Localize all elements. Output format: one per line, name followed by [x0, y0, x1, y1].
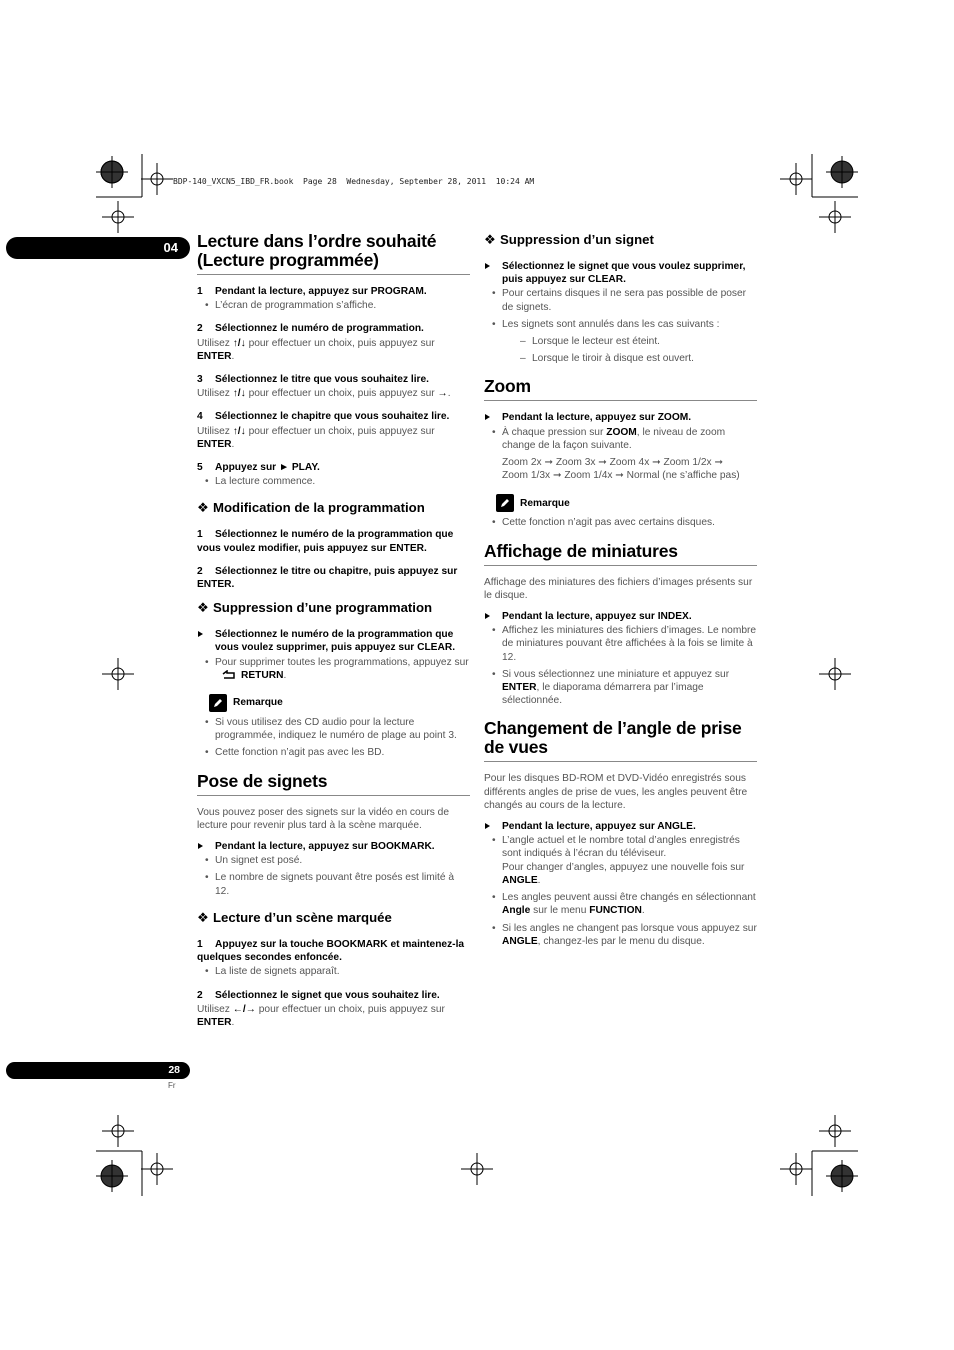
bullet-list — [197, 965, 470, 978]
list-item: • Si vous sélectionnez une miniature et appuyez sur ENTER, le diaporama démarrera par l’image sélectionnée. — [502, 668, 757, 708]
dash-list — [520, 335, 757, 365]
list-item: • Cette fonction n’agit pas avec certains disques. — [502, 516, 757, 529]
instruction: Utilisez ↑/↓ pour effectuer un choix, puis appuyez sur →. — [197, 388, 451, 400]
instruction: Utilisez ←/→ pour effectuer un choix, puis appuyez sur ENTER. — [197, 1003, 445, 1028]
language-code: Fr — [168, 1081, 176, 1090]
section-title-bookmarks: Pose de signets — [197, 772, 470, 796]
thumbnails-step: Pendant la lecture, appuyez sur INDEX. — [484, 610, 757, 623]
section-title-angle: Changement de l’angle de prise de vues — [484, 719, 757, 762]
mod-step-2: 2 Sélectionnez le titre ou chapitre, puis appuyez sur ENTER. — [197, 565, 458, 591]
delete-bookmark-step: Sélectionnez le signet que vous voulez supprimer, puis appuyez sur CLEAR. — [484, 260, 757, 286]
right-column — [484, 232, 757, 952]
section-title-programmed-playback: Lecture dans l’ordre souhaité (Lecture programmée) — [197, 232, 470, 275]
right-arrow-icon: → — [437, 388, 448, 400]
step-2: 2 Sélectionnez le numéro de programmation. — [197, 323, 424, 335]
marked-step-1: 1 Appuyez sur la touche BOOKMARK et maintenez-la quelques secondes enfoncée. — [197, 938, 465, 964]
bullet-list — [484, 834, 757, 948]
pencil-note-icon — [496, 494, 514, 512]
bullet-list — [484, 426, 757, 483]
bullet-list — [484, 516, 757, 529]
remark-heading: Remarque — [209, 694, 470, 712]
subsection-title-modify: ❖ Modification de la programmation — [197, 500, 425, 516]
step-1: 1 Pendant la lecture, appuyez sur PROGRAM. — [197, 286, 427, 297]
intro-paragraph: Affichage des miniatures des fichiers d’images présents sur le disque. — [484, 576, 753, 601]
zoom-sequence-line-2: Zoom 1/3x ➞ Zoom 1/4x ➞ Normal (ne s’affiche pas) — [502, 470, 740, 482]
bullet-list — [197, 475, 470, 488]
chapter-tab — [6, 237, 190, 259]
intro-paragraph: Pour les disques BD-ROM et DVD-Vidéo enregistrés sous différents angles de prise de vues, les angles peuvent être changés au cours de la lecture. — [484, 773, 748, 811]
return-icon — [221, 670, 237, 680]
list-item: • Pour supprimer toutes les programmations, appuyez sur RETURN. — [215, 656, 470, 682]
left-right-arrow-icon: ←/→ — [232, 1003, 256, 1015]
list-item: – Lorsque le tiroir à disque est ouvert. — [520, 352, 757, 365]
list-item: • Le nombre de signets pouvant être posés est limité à 12. — [215, 871, 470, 897]
bullet-list — [197, 854, 470, 898]
bullet-list — [484, 624, 757, 707]
left-column — [197, 232, 470, 1033]
bookmark-step: Pendant la lecture, appuyez sur BOOKMARK. — [197, 840, 470, 853]
list-item: • Un signet est posé. — [215, 854, 470, 867]
bullet-list — [484, 287, 757, 365]
pencil-note-icon — [209, 694, 227, 712]
marked-step-2: 2 Sélectionnez le signet que vous souhaitez lire. — [197, 989, 440, 1001]
list-item: • À chaque pression sur ZOOM, le niveau de zoom change de la façon suivante. Zoom 2x ➞ Zoom 3x ➞ Zoom 4x ➞ Zoom 1/2x ➞ Zoom 1/3x ➞ Zoom 1/4x ➞ Normal (ne s’affiche pas) — [502, 426, 757, 483]
list-item: • La lecture commence. — [215, 475, 470, 488]
file-info-header: BDP-140_VXCN5_IBD_FR.book Page 28 Wednesday, September 28, 2011 10:24 AM — [173, 177, 535, 186]
diamond-icon: ❖ — [197, 600, 209, 616]
arrow-keys-icon: ↑/↓ — [232, 388, 246, 400]
list-item: • Si vous utilisez des CD audio pour la lecture programmée, indiquez le numéro de plage au point 3. — [215, 716, 470, 742]
diamond-icon: ❖ — [197, 500, 209, 516]
zoom-sequence-line-1: Zoom 2x ➞ Zoom 3x ➞ Zoom 4x ➞ Zoom 1/2x ➞ — [502, 457, 723, 469]
diamond-icon: ❖ — [484, 232, 496, 247]
instruction: Utilisez ↑/↓ pour effectuer un choix, puis appuyez sur ENTER. — [197, 425, 435, 450]
instruction: Utilisez ↑/↓ pour effectuer un choix, puis appuyez sur ENTER. — [197, 337, 435, 362]
arrow-keys-icon: ↑/↓ — [232, 337, 246, 349]
list-item: • L’écran de programmation s’affiche. — [215, 299, 470, 312]
list-item: • L’angle actuel et le nombre total d’angles enregistrés sont indiqués à l’écran du téléviseur. Pour changer d’angles, appuyez une nouvelle fois sur ANGLE. — [502, 834, 757, 887]
intro-paragraph: Vous pouvez poser des signets sur la vidéo en cours de lecture pour revenir plus tard à la scène marquée. — [197, 806, 450, 831]
step-4: 4 Sélectionnez le chapitre que vous souhaitez lire. — [197, 411, 450, 423]
zoom-step: Pendant la lecture, appuyez sur ZOOM. — [484, 411, 757, 424]
subsection-title-delete-bookmark: ❖ Suppression d’un signet — [484, 232, 654, 247]
arrow-keys-icon: ↑/↓ — [232, 425, 246, 437]
list-item: • Affichez les miniatures des fichiers d’images. Le nombre de miniatures pouvant être affichées à la fois se limite à 12. — [502, 624, 757, 664]
chapter-number: 04 — [163, 240, 178, 255]
step-5: 5 Appuyez sur ► PLAY. — [197, 462, 320, 474]
section-title-thumbnails: Affichage de miniatures — [484, 542, 757, 566]
angle-step: Pendant la lecture, appuyez sur ANGLE. — [484, 820, 757, 833]
section-title-zoom: Zoom — [484, 377, 757, 401]
subsection-title-marked-scene: ❖ Lecture d’un scène marquée — [197, 909, 392, 925]
bullet-list — [197, 656, 470, 682]
list-item: • Les signets sont annulés dans les cas suivants : – Lorsque le lecteur est éteint. – Lorsque le tiroir à disque est ouvert. — [502, 318, 757, 366]
step-3: 3 Sélectionnez le titre que vous souhaitez lire. — [197, 374, 429, 386]
list-item: • Cette fonction n’agit pas avec les BD. — [215, 746, 470, 759]
page-number: 28 — [168, 1064, 180, 1076]
list-item: • Les angles peuvent aussi être changés en sélectionnant Angle sur le menu FUNCTION. — [502, 891, 757, 917]
delete-program-step: Sélectionnez le numéro de la programmation que vous voulez supprimer, puis appuyez sur CLEAR. — [197, 628, 470, 654]
list-item: • Si les angles ne changent pas lorsque vous appuyez sur ANGLE, changez-les par le menu du disque. — [502, 922, 757, 948]
list-item: • Pour certains disques il ne sera pas possible de poser de signets. — [502, 287, 757, 313]
list-item: • La liste de signets apparaît. — [215, 965, 470, 978]
bullet-list — [197, 299, 470, 312]
remark-heading: Remarque — [496, 494, 757, 512]
bullet-list — [197, 716, 470, 760]
mod-step-1: 1 Sélectionnez le numéro de la programmation que vous voulez modifier, puis appuyez sur ENTER. — [197, 529, 454, 554]
list-item: – Lorsque le lecteur est éteint. — [520, 335, 757, 348]
subsection-title-delete-program: ❖ Suppression d’une programmation — [197, 600, 433, 616]
page-number-tab — [6, 1062, 190, 1079]
diamond-icon: ❖ — [197, 909, 209, 925]
